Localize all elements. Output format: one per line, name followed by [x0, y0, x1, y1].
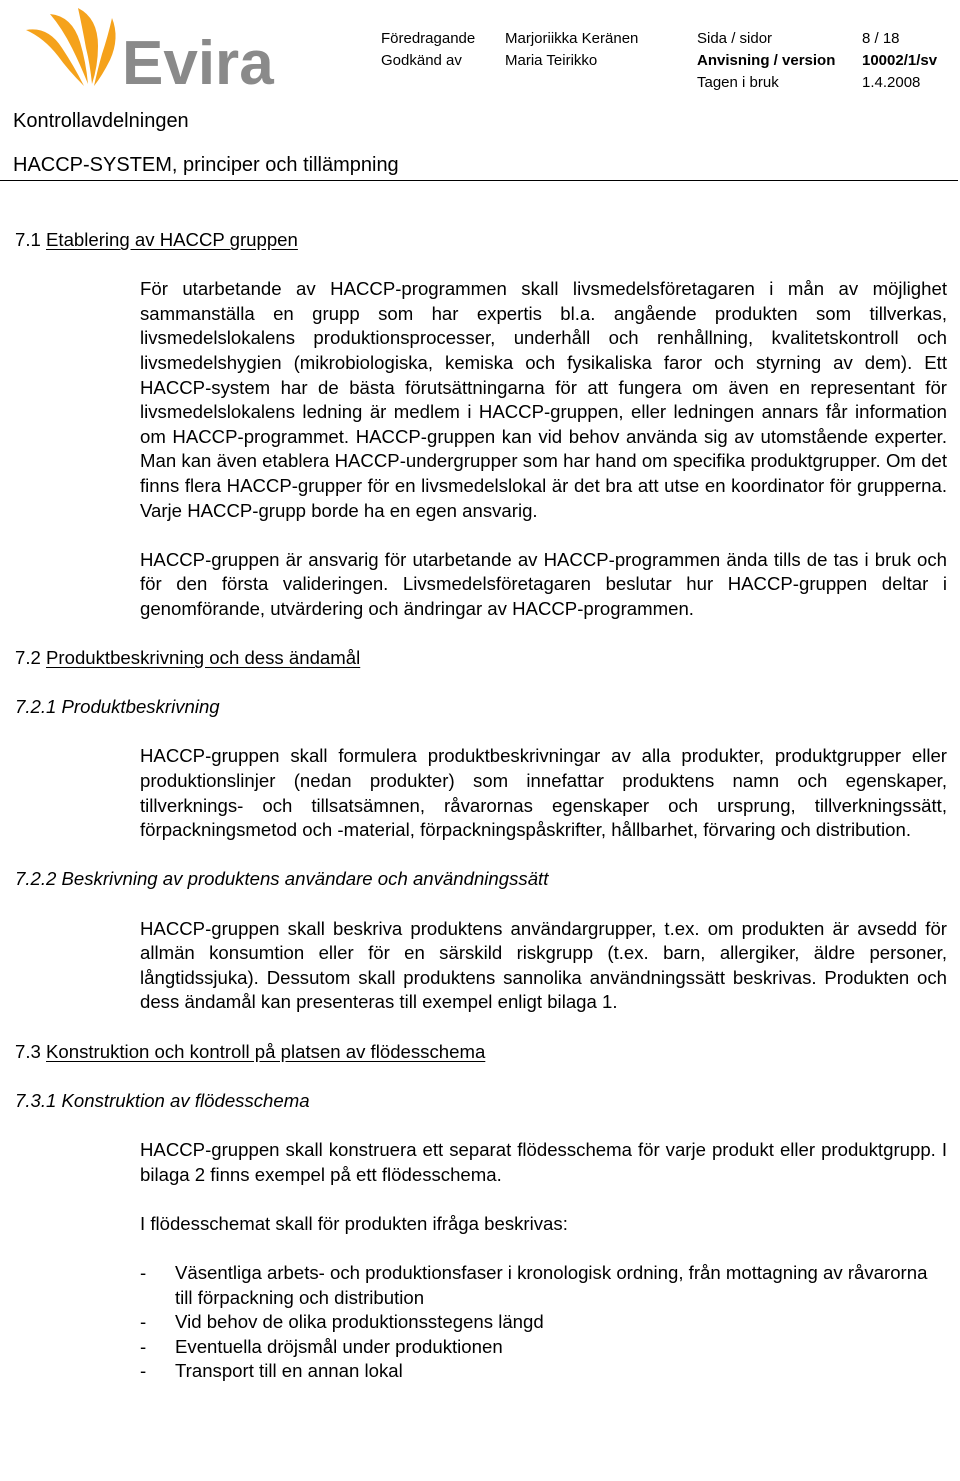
effective-date: 1.4.2008	[862, 74, 921, 91]
list-item-text: Vid behov de olika produktionsstegens längd	[175, 1311, 544, 1333]
logo-wordmark: Evira	[122, 29, 274, 90]
doctype-label: Anvisning / version	[697, 52, 836, 69]
section-7-1-heading	[15, 228, 960, 253]
subsection-7-2-1-heading: 7.2.1 Produktbeskrivning	[15, 696, 220, 718]
subsection-7-2-2-heading: 7.2.2 Beskrivning av produktens användare och användningssätt	[15, 868, 549, 890]
paragraph: HACCP-gruppen skall konstruera ett separat flödesschema för varje produkt eller produktgrupp. I bilaga 2 finns exempel på ett flödesschema.	[140, 1138, 947, 1185]
paragraph: HACCP-gruppen skall formulera produktbeskrivningar av alla produkter, produktgrupper eller produktionslinjer (nedan produkter) som innefattar produktens namn och egenskaper, tillverknings- och tillsatsämnen, råvarornas egenskaper och ursprung, tillverkningssätt, förpackningsmetod och -material, förpackningspåskrifter, hållbarhet, förvaring och distribution.	[140, 745, 947, 841]
list-item: - Väsentliga arbets- och produktionsfaser i kronologisk ordning, från mottagning av råvarorna till förpackning och distribution	[140, 1261, 947, 1310]
page-number: 8 / 18	[862, 30, 900, 47]
list-item-text: Transport till en annan lokal	[175, 1360, 403, 1382]
section-number: 7.2	[15, 647, 47, 669]
effective-label: Tagen i bruk	[697, 74, 779, 91]
evira-logo	[22, 8, 282, 90]
approved-label: Godkänd av	[381, 52, 462, 69]
approver-name: Maria Teirikko	[505, 52, 598, 69]
department: Kontrollavdelningen	[13, 110, 189, 132]
paragraph: I flödesschemat skall för produkten ifråga beskrivas:	[140, 1212, 568, 1234]
section-7-2-heading	[15, 646, 960, 671]
section-title: Konstruktion och kontroll på platsen av flödesschema	[46, 1040, 486, 1062]
list-item: - Eventuella dröjsmål under produktionen	[140, 1335, 947, 1360]
doc-number: 10002/1/sv	[862, 52, 938, 69]
section-title: Etablering av HACCP gruppen	[46, 229, 298, 250]
subsection-7-3-1-heading: 7.3.1 Konstruktion av flödesschema	[15, 1089, 310, 1111]
document-title: HACCP-SYSTEM, principer och tillämpning	[13, 154, 399, 176]
presenter-label: Föredragande	[381, 30, 476, 47]
list-item-text: Väsentliga arbets- och produktionsfaser i kronologisk ordning, från mottagning av råvarorna till förpackning och distribution	[175, 1261, 928, 1308]
document-body	[0, 228, 960, 1384]
section-number: 7.1	[15, 229, 47, 250]
list-item-text: Eventuella dröjsmål under produktionen	[175, 1335, 503, 1357]
section-title: Produktbeskrivning och dess ändamål	[46, 647, 361, 669]
paragraph: HACCP-gruppen skall beskriva produktens användargrupper, t.ex. om produkten är avsedd för allmän konsumtion eller för en särskild riskgrupp (t.ex. barn, allergiker, äldre personer, långtidssjuka). Dessutom skall produktens sannolika användningssätt beskrivas. Produkten och dess ändamål kan presenteras till exempel enligt bilaga 1.	[140, 917, 947, 1013]
presenter-name: Marjoriikka Keränen	[505, 30, 639, 47]
header-divider	[0, 180, 958, 181]
list-item: - Vid behov de olika produktionsstegens längd	[140, 1310, 947, 1335]
list-item: - Transport till en annan lokal	[140, 1359, 947, 1384]
paragraph: HACCP-gruppen är ansvarig för utarbetande av HACCP-programmen ända tills de tas i bruk och för den första valideringen. Livsmedelsföretagaren beslutar hur HACCP-gruppen deltar i genomförande, utvärdering och ändringar av HACCP-programmen.	[140, 548, 947, 619]
flowchart-contents-list	[140, 1261, 947, 1384]
section-7-3-heading	[15, 1040, 960, 1065]
section-number: 7.3	[15, 1040, 47, 1062]
paragraph: För utarbetande av HACCP-programmen skall livsmedelsföretagaren i mån av möjlighet sammanställa en grupp som har expertis bl.a. angående produkten som tillverkas, livsmedelslokalens produktionsprocesser, underhåll och renhållning, kvalitetskontroll och livsmedelshygien (mikrobiologiska, kemiska och fysikaliska faror och styrning av dem). Ett HACCP-system har de bästa förutsättningarna för att fungera om även en representant för livsmedelslokalens ledning är medlem i HACCP-gruppen, eller ledningen annars får information om HACCP-programmet. HACCP-gruppen kan vid behov använda sig av utomstående experter. Man kan även etablera HACCP-undergrupper som har hand om specifika produktgrupper. Om det finns flera HACCP-grupper för en livsmedelslokal är det bra att utse en koordinator för grupperna. Varje HACCP-grupp borde ha en egen ansvarig.	[140, 278, 947, 521]
wheat-ears-icon	[26, 8, 116, 86]
page-label: Sida / sidor	[697, 30, 773, 47]
